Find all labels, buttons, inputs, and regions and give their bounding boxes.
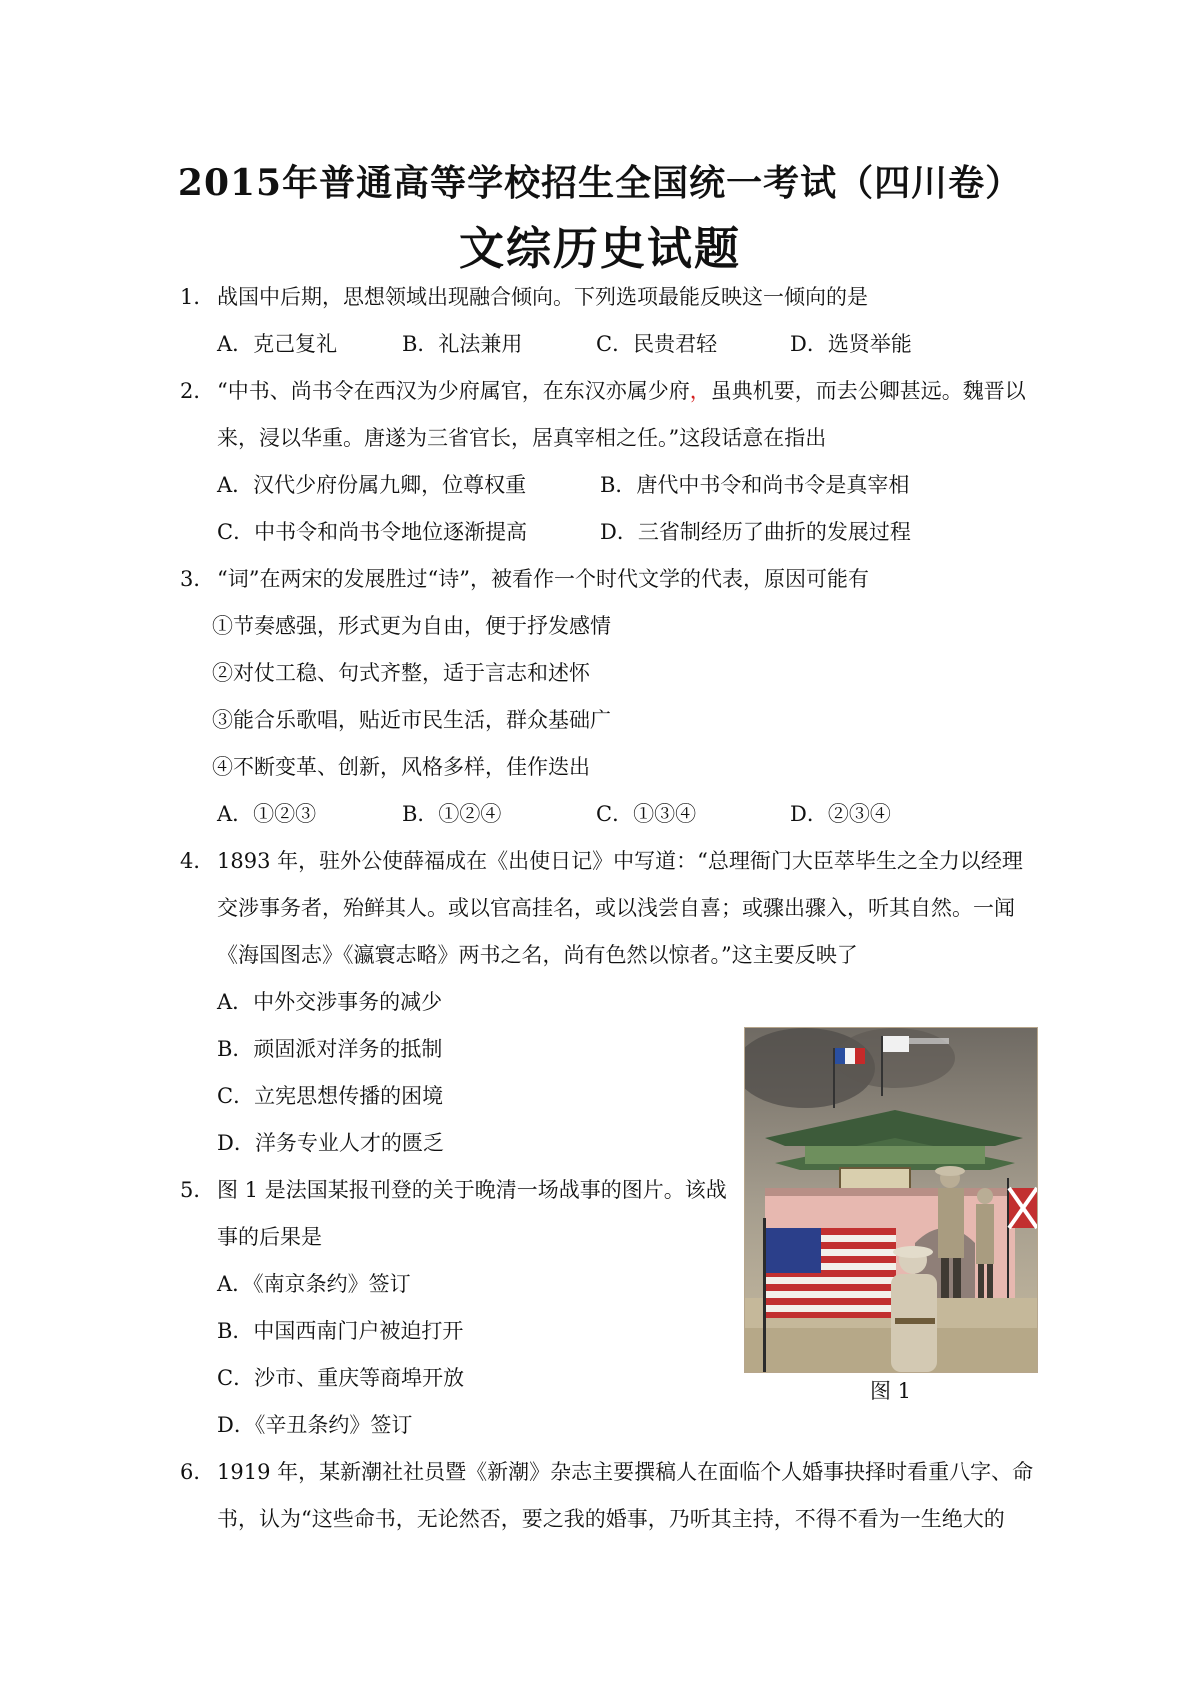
question-3 (180, 564, 869, 594)
question-number: 1． (180, 285, 215, 309)
q5-option-a: A．《南京条约》签订 (217, 1272, 411, 1296)
question-5-line-2: 事的后果是 (217, 1225, 322, 1249)
q2-option-c: C．中书令和尚书令地位逐渐提高 (217, 520, 528, 544)
q1-option-d: D．选贤举能 (790, 332, 912, 356)
question-number: 5． (180, 1178, 215, 1202)
q4-option-c: C．立宪思想传播的困境 (217, 1084, 444, 1108)
question-2-line-2: 来，浸以华重。唐遂为三省官长，居真宰相之任。”这段话意在指出 (217, 426, 827, 450)
question-text: “中书、尚书令在西汉为少府属官，在东汉亦属少府 (217, 379, 690, 403)
q3-statement-1: ①节奏感强，形式更为自由，便于抒发感情 (212, 614, 611, 638)
question-number: 3． (180, 567, 215, 591)
exam-title: 2015年普通高等学校招生全国统一考试（四川卷） (177, 162, 1023, 204)
question-text: 虽典机要，而去公卿甚远。魏晋以 (710, 379, 1026, 403)
question-6-line-2: 书，认为“这些命书，无论然否，要之我的婚事，乃听其主持，不得不看为一生绝大的 (217, 1507, 1005, 1531)
question-4 (180, 846, 1023, 876)
q5-option-d: D．《辛丑条约》签订 (217, 1413, 413, 1437)
figure-1-image (744, 1027, 1038, 1373)
question-number: 4． (180, 849, 215, 873)
q1-option-a: A．克己复礼 (217, 332, 338, 356)
q4-option-b: B．顽固派对洋务的抵制 (217, 1037, 443, 1061)
q2-option-b: B．唐代中书令和尚书令是真宰相 (600, 473, 910, 497)
question-text: 战国中后期，思想领域出现融合倾向。下列选项最能反映这一倾向的是 (217, 285, 868, 309)
question-text: 1919 年，某新潮社社员暨《新潮》杂志主要撰稿人在面临个人婚事抉择时看重八字、命 (217, 1460, 1034, 1484)
question-text: “词”在两宋的发展胜过“诗”，被看作一个时代文学的代表，原因可能有 (217, 567, 869, 591)
q3-option-d: D．②③④ (790, 802, 891, 826)
figure-caption: 图 1 (870, 1379, 912, 1403)
question-text: 1893 年，驻外公使薛福成在《出使日记》中写道：“总理衙门大臣萃毕生之全力以经理 (217, 849, 1023, 873)
question-1 (180, 282, 868, 312)
q2-option-d: D．三省制经历了曲折的发展过程 (600, 520, 911, 544)
q1-option-c: C．民贵君轻 (596, 332, 718, 356)
question-6 (180, 1457, 1033, 1487)
q4-option-a: A．中外交涉事务的减少 (217, 990, 443, 1014)
historical-illustration-icon (745, 1028, 1037, 1372)
question-number: 6． (180, 1460, 215, 1484)
q3-statement-3: ③能合乐歌唱，贴近市民生活，群众基础广 (212, 708, 611, 732)
q1-option-b: B．礼法兼用 (402, 332, 523, 356)
q5-option-c: C．沙市、重庆等商埠开放 (217, 1366, 465, 1390)
red-comma: ， (689, 379, 711, 403)
question-text: 图 1 是法国某报刊登的关于晚清一场战事的图片。该战 (217, 1178, 727, 1202)
question-5 (180, 1175, 727, 1205)
question-number: 2． (180, 379, 215, 403)
q5-option-b: B．中国西南门户被迫打开 (217, 1319, 464, 1343)
q4-option-d: D．洋务专业人才的匮乏 (217, 1131, 444, 1155)
q3-option-c: C．①③④ (596, 802, 697, 826)
q3-option-a: A．①②③ (217, 802, 317, 826)
q3-statement-2: ②对仗工稳、句式齐整，适于言志和述怀 (212, 661, 590, 685)
exam-subtitle: 文综历史试题 (458, 222, 741, 275)
q3-statement-4: ④不断变革、创新，风格多样，佳作迭出 (212, 755, 590, 779)
question-4-line-3: 《海国图志》《瀛寰志略》两书之名，尚有色然以惊者。”这主要反映了 (217, 943, 858, 967)
question-2 (180, 376, 1026, 406)
question-4-line-2: 交涉事务者，殆鲜其人。或以官高挂名，或以浅尝自喜；或骤出骤入，听其自然。一闻 (217, 896, 1015, 920)
q3-option-b: B．①②④ (402, 802, 502, 826)
q2-option-a: A．汉代少府份属九卿，位尊权重 (217, 473, 527, 497)
